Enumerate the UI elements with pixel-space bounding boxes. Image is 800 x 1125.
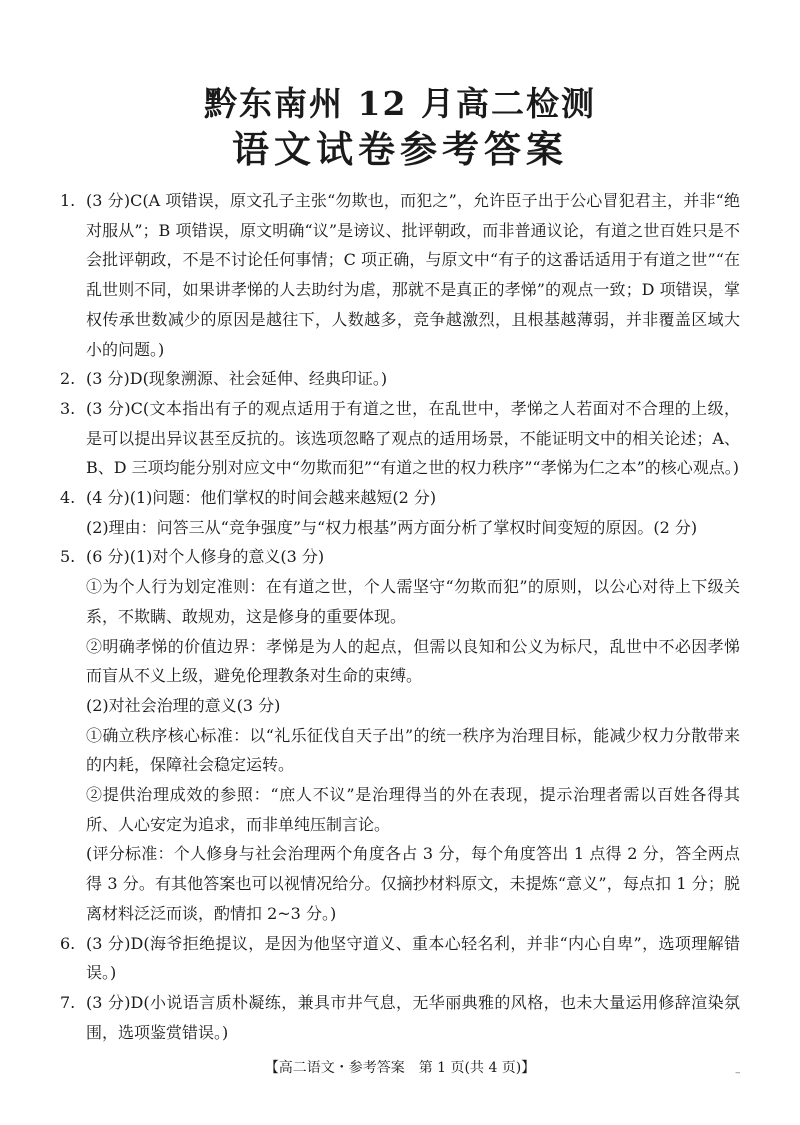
- answer-text: (3 分)D(小说语言质朴凝练，兼具市井气息，无华丽典雅的风格，也未大量运用修辞渲染氛围，选项鉴赏错误。): [86, 992, 740, 1042]
- answer-number: 3.: [60, 398, 76, 418]
- answer-item-1: [60, 186, 740, 364]
- answer-item-4: [60, 483, 740, 513]
- answer-key-title: 语文试卷参考答案: [232, 127, 568, 171]
- answer-item-7: [60, 988, 740, 1047]
- answer-number: 7.: [60, 992, 76, 1012]
- answer-text: (3 分)C(文本指出有子的观点适用于有道之世，在乱世中，孝悌之人若面对不合理的上级，是可以提出异议甚至反抗的。该选项忽略了观点的适用场景，不能证明文中的相关论述；A、B、D 三项均能分别对应文中“勿欺而犯”“有道之世的权力秩序”“孝悌为仁之本”的核心观点。): [86, 398, 740, 478]
- exam-title: 黔东南州 12 月高二检测: [204, 84, 596, 123]
- answer-text: (4 分)(1)问题：他们掌权的时间会越来越短(2 分): [86, 488, 437, 508]
- answer-subpoint: (2)理由：问答三从“竞争强度”与“权力根基”两方面分析了掌权时间变短的原因。(2 分): [86, 517, 698, 537]
- answer-number: 2.: [60, 369, 76, 389]
- answer-number: 5.: [60, 547, 76, 567]
- answer-item-2: [60, 364, 740, 394]
- answer-list: [60, 186, 740, 1047]
- answer-item-3: [60, 394, 740, 483]
- answer-item-5: [60, 542, 740, 572]
- answer-subpoint: ①为个人行为划定准则：在有道之世，个人需坚守“勿欺而犯”的原则，以公心对待上下级关系，不欺瞒、敢规劝，这是修身的重要体现。: [86, 577, 740, 626]
- page-footer: 【高二语文・参考答案 第 1 页(共 4 页)】: [264, 1060, 536, 1076]
- answer-text: (3 分)C(A 项错误，原文孔子主张“勿欺也，而犯之”，允许臣子出于公心冒犯君主，并非“绝对服从”；B 项错误，原文明确“议”是谤议、批评朝政，而非普通议论，有道之世百姓只是不会批评朝政，不是不讨论任何事情；C 项正确，与原文中“有子的这番话适用于有道之世”“在乱世则不同，如果讲孝悌的人去助纣为虐，那就不是真正的孝悌”的观点一致；D 项错误，掌权传承世数减少的原因是越往下，人数越多，竞争越激烈，且根基越薄弱，并非覆盖区域大小的问题。): [86, 191, 740, 359]
- answer-number: 4.: [60, 488, 76, 508]
- answer-item-6: [60, 929, 740, 988]
- answer-number: 1.: [60, 191, 76, 210]
- answer-subpoint: ①确立秩序核心标准：以“礼乐征伐自天子出”的统一秩序为治理目标，能减少权力分散带来的内耗，保障社会稳定运转。: [86, 725, 740, 775]
- corner-mark: –: [735, 1066, 741, 1079]
- scoring-criteria: (评分标准：个人修身与社会治理两个角度各占 3 分，每个角度答出 1 点得 2 分，答全两点得 3 分。有其他答案也可以视情况给分。仅摘抄材料原文，未提炼“意义”，每点扣 1 分；脱离材料泛泛而谈，酌情扣 2~3 分。): [86, 844, 740, 923]
- answer-text: (6 分)(1)对个人修身的意义(3 分): [86, 547, 325, 567]
- answer-text: (3 分)D(现象溯源、社会延伸、经典印证。): [86, 369, 388, 389]
- answer-number: 6.: [60, 933, 76, 953]
- answer-subpoint: ②明确孝悌的价值边界：孝悌是为人的起点，但需以良知和公义为标尺，乱世中不必因孝悌而盲从不义上级，避免伦理教条对生命的束缚。: [86, 636, 740, 686]
- answer-text: (3 分)D(海爷拒绝提议，是因为他坚守道义、重本心轻名利，并非“内心自卑”，选项理解错误。): [86, 933, 740, 983]
- answer-subpoint: (2)对社会治理的意义(3 分): [86, 695, 281, 715]
- answer-subpoint: ②提供治理成效的参照：“庶人不议”是治理得当的外在表现，提示治理者需以百姓各得其所、人心安定为追求，而非单纯压制言论。: [86, 785, 740, 834]
